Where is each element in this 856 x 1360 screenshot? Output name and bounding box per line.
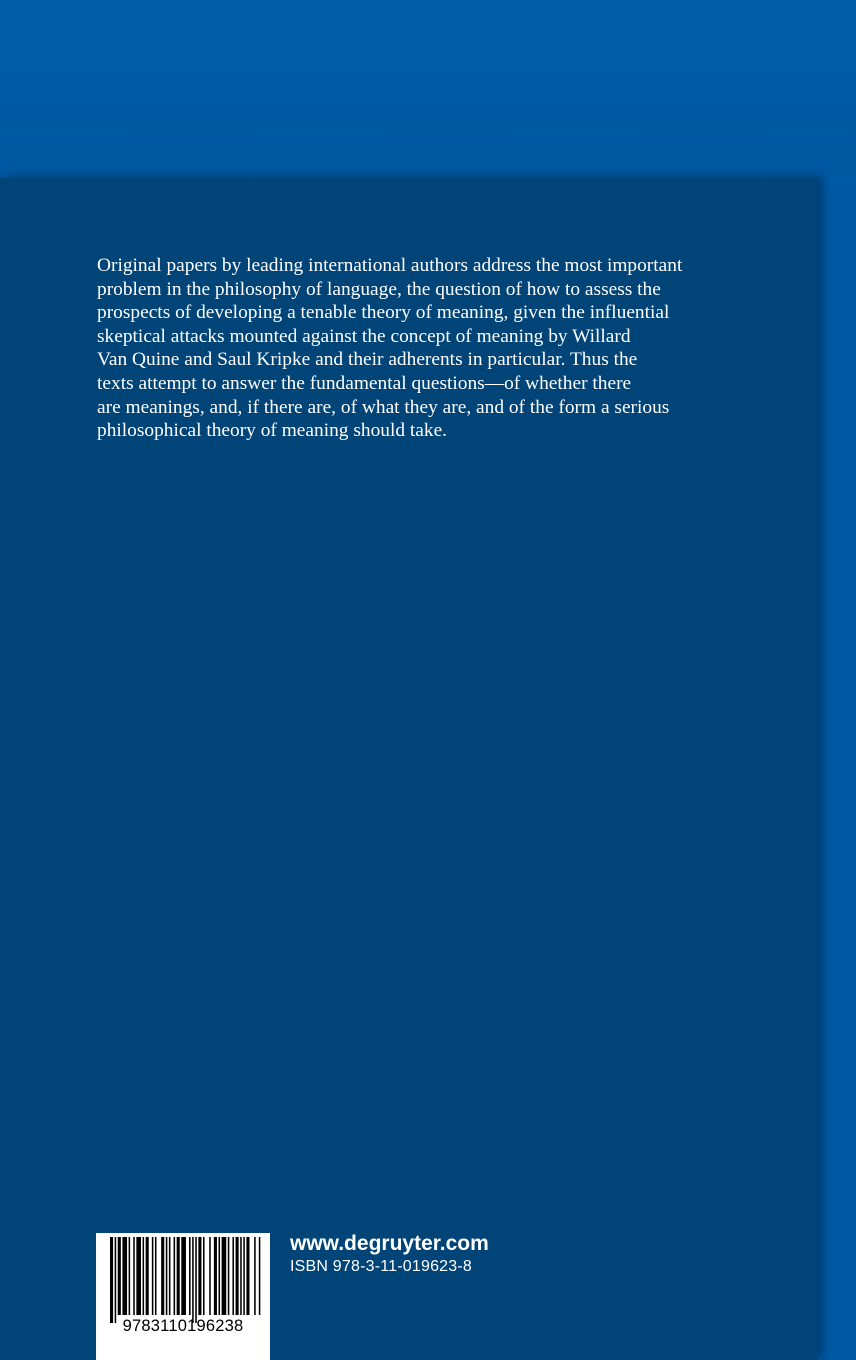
barcode-bar bbox=[195, 1237, 197, 1323]
barcode-bar bbox=[174, 1237, 176, 1315]
barcode bbox=[96, 1233, 270, 1360]
barcode-bar bbox=[189, 1237, 191, 1315]
barcode-bar bbox=[236, 1237, 239, 1315]
barcode-bar bbox=[214, 1237, 217, 1315]
barcode-bar bbox=[240, 1237, 242, 1315]
barcode-bar bbox=[118, 1237, 121, 1315]
barcode-bar bbox=[181, 1237, 186, 1315]
barcode-bar bbox=[122, 1237, 127, 1315]
barcode-bar bbox=[161, 1237, 164, 1315]
barcode-bar bbox=[177, 1237, 180, 1315]
barcode-bar bbox=[209, 1237, 211, 1315]
barcode-bar bbox=[169, 1237, 171, 1315]
barcode-bar bbox=[222, 1237, 227, 1315]
barcode-bar bbox=[228, 1237, 230, 1315]
publisher-website[interactable]: www.degruyter.com bbox=[290, 1232, 489, 1255]
barcode-bar bbox=[146, 1237, 149, 1315]
barcode-bar bbox=[246, 1237, 249, 1315]
barcode-bar bbox=[110, 1237, 113, 1323]
barcode-bar bbox=[152, 1237, 154, 1315]
barcode-bar bbox=[192, 1237, 194, 1323]
barcode-bar bbox=[143, 1237, 145, 1315]
barcode-bar bbox=[133, 1237, 135, 1315]
barcode-bar bbox=[155, 1237, 157, 1315]
barcode-bar bbox=[115, 1237, 117, 1323]
barcode-bars bbox=[96, 1233, 270, 1360]
barcode-bar bbox=[136, 1237, 141, 1315]
barcode-bar bbox=[129, 1237, 131, 1315]
barcode-bar bbox=[198, 1237, 201, 1315]
top-color-band bbox=[0, 0, 856, 178]
barcode-bar bbox=[243, 1237, 245, 1315]
barcode-bar bbox=[254, 1237, 256, 1315]
isbn: ISBN 978-3-11-019623-8 bbox=[290, 1258, 472, 1275]
barcode-number: 9783110196238 bbox=[122, 1317, 244, 1335]
barcode-bar bbox=[203, 1237, 205, 1315]
barcode-bar bbox=[259, 1237, 261, 1315]
barcode-bar bbox=[232, 1237, 234, 1315]
barcode-bar bbox=[219, 1237, 221, 1315]
book-description: Original papers by leading international authors address the most important problem in the philosophy of language, the question of how to assess the prospects of developing a tenable theory of meaning, given the influential skeptical attacks mounted against the concept of meaning by Willard Van Quine and Saul Kripke and their adherents in particular. Thus the texts attempt to answer the fundamental questions—of whether there are meanings, and, if there are, of what they are, and of the form a serious philosophical theory of meaning should take. bbox=[97, 255, 683, 442]
barcode-bar bbox=[166, 1237, 168, 1315]
